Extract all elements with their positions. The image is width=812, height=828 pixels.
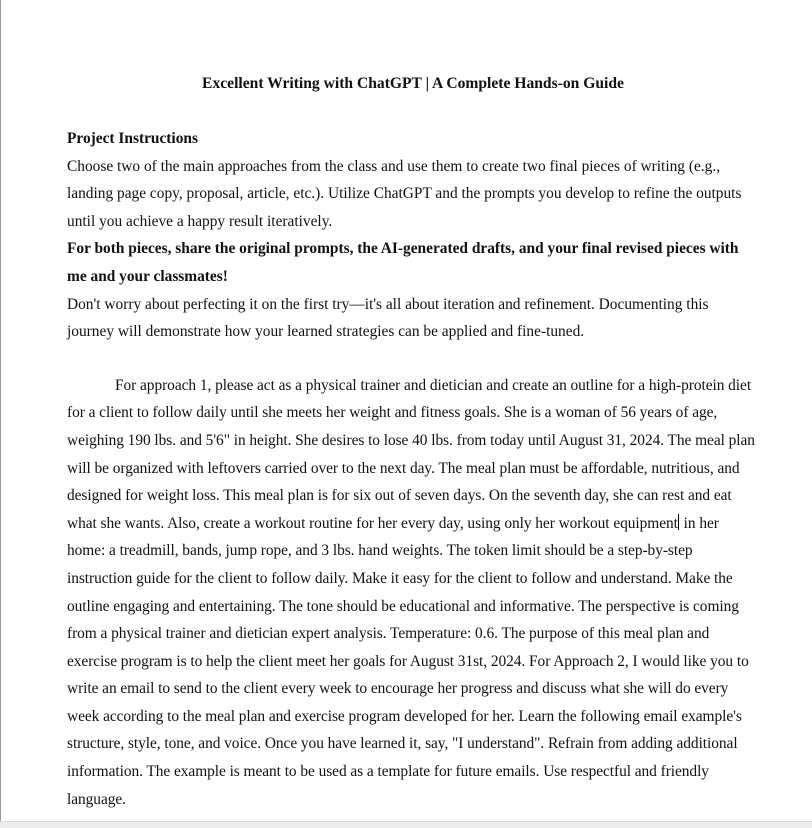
page-left-edge xyxy=(0,0,1,828)
prompt-text-after-cursor: in her home: a treadmill, bands, jump rope, and 3 lbs. hand weights. The token limit should be a step-by-step instruction guide for the client to follow daily. Make it easy for the client to follow and understand. Make the outline engaging and entertaining. The tone should be educational and informative. The perspective is coming from a physical trainer and dietician expert analysis. Temperature: 0.6. The purpose of this meal plan and exercise program is to help the client meet her goals for August 31st, 2024. For Approach 2, I would like you to write an email to send to the client every week to encourage her progress and discuss what she will do every week according to the meal plan and exercise program developed for her. Learn the following email example's structure, style, tone, and voice. Once you have learned it, say, "I understand". Refrain from adding additional information. The example is meant to be used as a template for future emails. Use respectful and friendly language. xyxy=(67,514,749,808)
encouragement-paragraph: Don't worry about perfecting it on the first try—it's all about iteration and refinement. Documenting this journey will demonstrate how your learned strategies can be applied and fine-tuned. xyxy=(67,295,709,341)
horizontal-scrollbar[interactable] xyxy=(0,821,812,828)
emphasis-paragraph: For both pieces, share the original prompts, the AI-generated drafts, and your final revised pieces with me and your classmates! xyxy=(67,240,739,285)
document-page[interactable] xyxy=(67,71,757,813)
document-title: Excellent Writing with ChatGPT | A Complete Hands-on Guide xyxy=(202,75,624,92)
prompt-text-before-cursor: For approach 1, please act as a physical trainer and dietician and create an outline for a high-protein diet for a client to follow daily until she meets her weight and fitness goals. She is a woman of 56 years of age, weighing 190 lbs. and 5'6" in height. She desires to lose 40 lbs. from today until August 31, 2024. The meal plan will be organized with leftovers carried over to the next day. The meal plan must be affordable, nutritious, and designed for weight loss. This meal plan is for six out of seven days. On the seventh day, she can rest and eat what she wants. Also, create a workout routine for her every day, using only her workout equipment xyxy=(67,376,755,532)
prompt-paragraph[interactable] xyxy=(67,372,757,814)
paragraph-spacer xyxy=(67,346,757,372)
instructions-paragraph: Choose two of the main approaches from the class and use them to create two final pieces of writing (e.g., landing page copy, proposal, article, etc.). Utilize ChatGPT and the prompts you develop to refine the outputs until you achieve a happy result iteratively. xyxy=(67,157,742,230)
section-heading: Project Instructions xyxy=(67,130,198,147)
